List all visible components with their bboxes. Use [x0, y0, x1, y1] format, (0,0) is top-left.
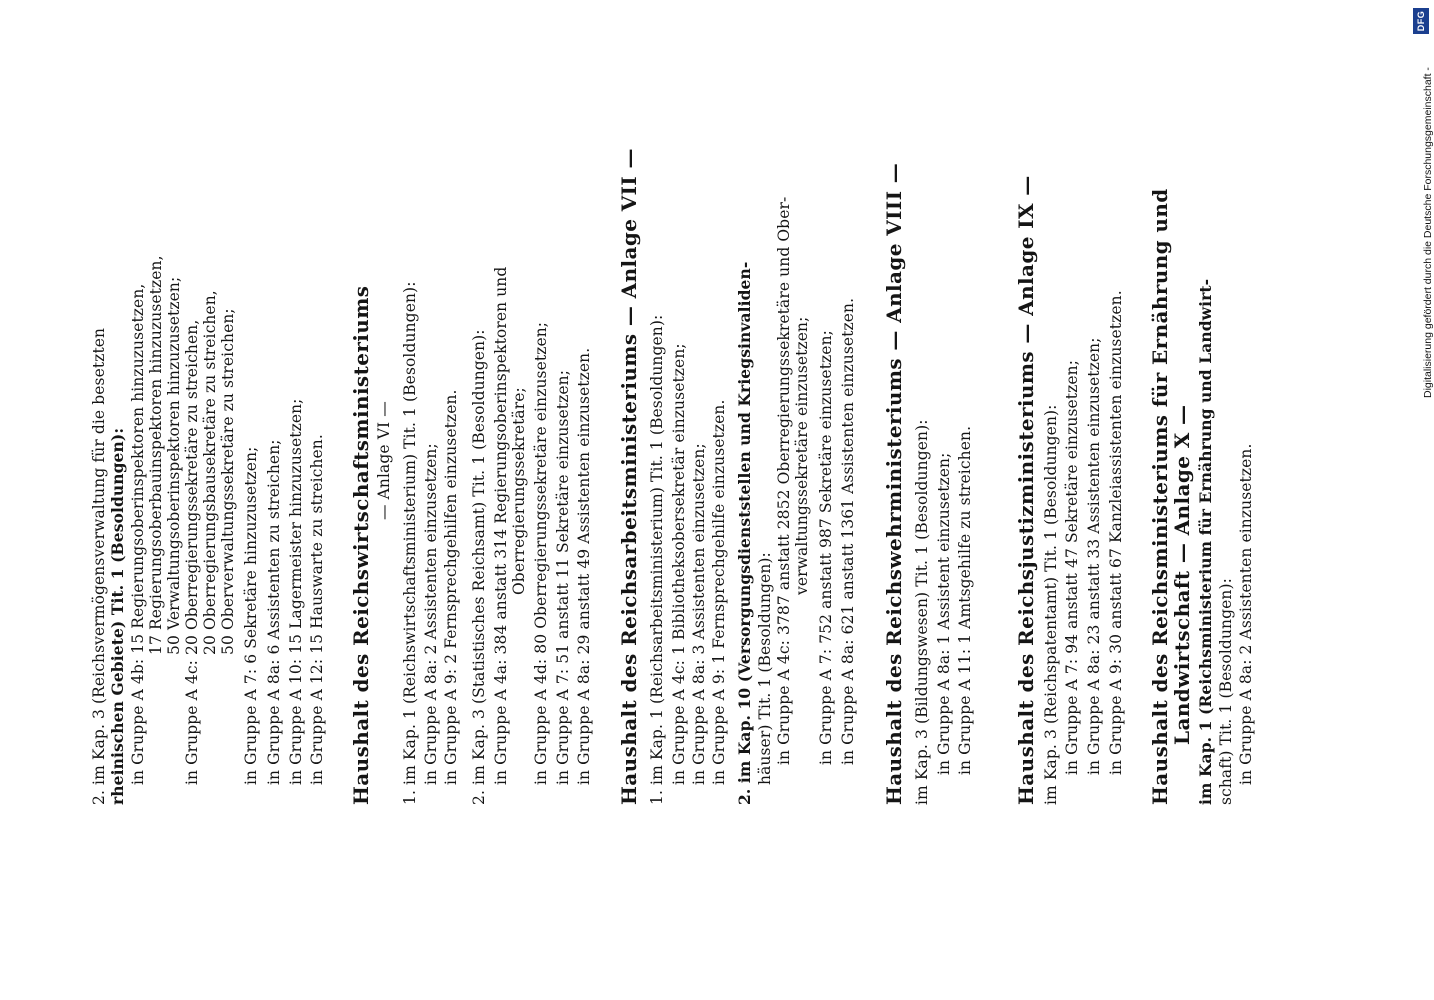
entry-line: in Gruppe A 8a: 2 Assistenten einzusetzen. [1237, 443, 1255, 785]
entry-line: in Gruppe A 4b: 15 Regierungsoberinspektoren hinzuzusetzen, [129, 283, 147, 785]
entry-line: in Gruppe A 10: 15 Lagermeister hinzuzusetzen; [287, 398, 305, 785]
entry-line: 50 Verwaltungsoberinspektoren hinzuzusetzen; [165, 276, 183, 655]
entry-line: in Gruppe A 7: 752 anstatt 987 Sekretäre einzusetzen; [817, 330, 835, 765]
item-heading: im Kap. 3 (Bildungswesen) Tit. 1 (Besoldungen): [913, 419, 931, 805]
entry-line: in Gruppe A 9: 1 Fernsprechgehilfe einzusetzen. [710, 399, 728, 785]
entry-line: in Gruppe A 8a: 621 anstatt 1361 Assistenten einzusetzen. [839, 297, 857, 765]
entry-line: verwaltungssekretäre einzusetzen; [793, 316, 811, 595]
section-heading-continued: Landwirtschaft — Anlage X — [1170, 404, 1194, 745]
entry-line: in Gruppe A 12: 15 Hauswarte zu streichen. [308, 434, 326, 785]
item-heading: im Kap. 1 (Reichsministerium für Ernährung und Landwirt- [1196, 278, 1215, 805]
entry-line: 20 Oberregierungsbausekretäre zu streichen, [201, 290, 219, 655]
item-2-heading-line1: 2. im Kap. 3 (Reichsvermögensverwaltung für die besetzten [90, 327, 108, 805]
entry-line: in Gruppe A 7: 94 anstatt 47 Sekretäre einzusetzen; [1063, 359, 1081, 775]
item-2-heading-line2: rheinischen Gebiete) Tit. 1 (Besoldungen): [108, 427, 127, 805]
section-heading-reichsjustizministerium: Haushalt des Reichsjustizministeriums — Anlage IX — [1014, 175, 1038, 805]
entry-line: Oberregierungssekretäre; [510, 387, 528, 595]
section-heading-ernaehrung-landwirtschaft: Haushalt des Reichsministeriums für Ernährung und [1148, 188, 1172, 805]
item-heading-continued: häuser) Tit. 1 (Besoldungen): [756, 552, 774, 785]
item-heading-continued: schaft) Tit. 1 (Besoldungen): [1217, 578, 1235, 805]
entry-line: in Gruppe A 8a: 1 Assistent einzusetzen; [935, 452, 953, 775]
entry-line: in Gruppe A 4d: 80 Oberregierungssekretäre einzusetzen; [532, 321, 550, 785]
entry-line: in Gruppe A 8a: 23 anstatt 33 Assistenten einzusetzen; [1085, 337, 1103, 775]
entry-line: in Gruppe A 11: 1 Amtsgehilfe zu streichen. [956, 425, 974, 775]
section-heading-reichswirtschaftsministerium: Haushalt des Reichswirtschaftsministeriums [349, 285, 373, 805]
dfg-logo-text: DFG [1416, 10, 1426, 32]
entry-line: 17 Regierungsoberbauinspektoren hinzuzusetzen, [147, 255, 165, 655]
section-heading-reichswehrministerium: Haushalt des Reichswehrministeriums — Anlage VIII — [882, 162, 906, 805]
item-heading: im Kap. 3 (Reichspatentamt) Tit. 1 (Besoldungen): [1042, 404, 1060, 805]
entry-line: 50 Oberverwaltungssekretäre zu streichen; [219, 308, 237, 655]
entry-line: in Gruppe A 4c: 1 Bibliotheksobersekretär einzusetzen; [670, 343, 688, 785]
anlage-label: — Anlage VI — [375, 401, 393, 520]
section-heading-reichsarbeitsministerium: Haushalt des Reichsarbeitsministeriums — Anlage VII — [617, 148, 641, 805]
entry-line: in Gruppe A 4c: 3787 anstatt 2852 Oberregierungssekretäre und Ober- [775, 196, 793, 765]
entry-line: in Gruppe A 8a: 29 anstatt 49 Assistenten einzusetzen. [575, 347, 593, 785]
entry-line: in Gruppe A 8a: 6 Assistenten zu streichen; [265, 439, 283, 785]
dfg-logo [1413, 8, 1429, 34]
entry-line: in Gruppe A 7: 6 Sekretäre hinzuzusetzen; [242, 446, 260, 785]
item-heading: 1. im Kap. 1 (Reichswirtschaftsministerium) Tit. 1 (Besoldungen): [401, 281, 419, 805]
entry-line: in Gruppe A 8a: 2 Assistenten einzusetzen; [422, 443, 440, 785]
entry-line: in Gruppe A 4c: 20 Oberregierungssekretäre zu streichen, [183, 319, 201, 785]
item-heading: 2. im Kap. 10 (Versorgungsdienststellen und Kriegsinvaliden- [735, 261, 754, 805]
funding-notice: Digitalisierung gefördert durch die Deutsche Forschungsgemeinschaft - [1422, 67, 1434, 398]
entry-line: in Gruppe A 9: 2 Fernsprechgehilfen einzusetzen. [442, 389, 460, 785]
item-heading: 2. im Kap. 3 (Statistisches Reichsamt) Tit. 1 (Besoldungen): [470, 329, 488, 805]
entry-line: in Gruppe A 4a: 384 anstatt 314 Regierungsoberinspektoren und [492, 266, 510, 785]
entry-line: in Gruppe A 8a: 3 Assistenten einzusetzen; [690, 443, 708, 785]
entry-line: in Gruppe A 7: 51 anstatt 11 Sekretäre einzusetzen; [554, 369, 572, 785]
rotated-document-page [85, 105, 1255, 805]
item-heading: 1. im Kap. 1 (Reichsarbeitsministerium) Tit. 1 (Besoldungen): [648, 314, 666, 805]
funding-sidebar [1410, 8, 1434, 398]
entry-line: in Gruppe A 9: 30 anstatt 67 Kanzleiassistenten einzusetzen. [1107, 290, 1125, 775]
